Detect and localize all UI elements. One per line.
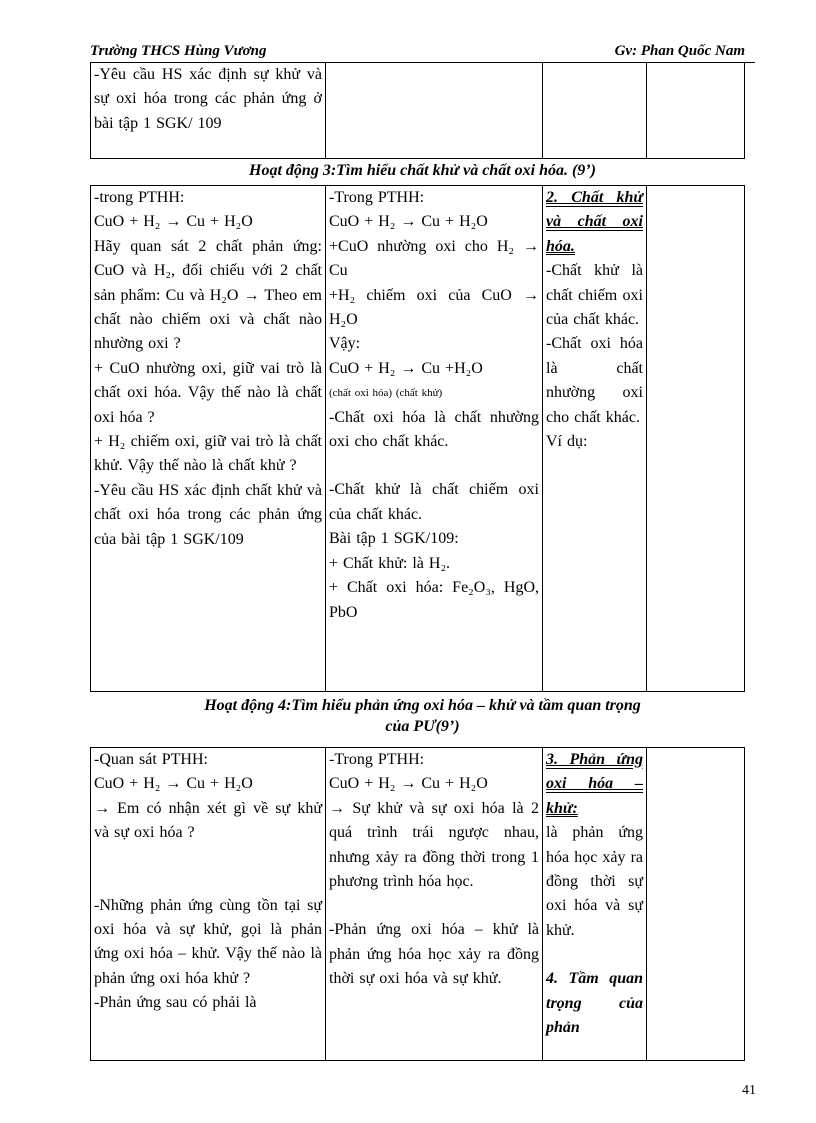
t3-col2: -Trong PTHH: CuO + H₂ → Cu + H₂O +CuO nhường oxi cho H₂ → Cu +H₂ chiếm oxi của CuO → H₂O Vậy: CuO + H₂ → Cu +H₂O (chất oxi hóa) (chất khử) -Chất oxi hóa là chất nhường oxi cho chất khác. -Chất khử là chất chiếm oxi của chất khác. Bài tập 1 SGK/109: + Chất khử: là H₂. + Chất oxi hóa: Fe₂O₃, HgO, PbO [326, 186, 543, 692]
t0-col4 [647, 63, 745, 159]
equation: CuO + H₂ → Cu + H₂O [329, 213, 488, 231]
t3-col4 [647, 186, 745, 692]
activity3-title: Hoạt động 3:Tìm hiểu chất khử và chất oxi hóa. (9’) [249, 162, 596, 179]
page-number: 41 [742, 1083, 756, 1098]
t0-col2 [326, 63, 543, 159]
teacher-name: Gv: Phan Quốc Nam [614, 43, 745, 59]
table-activity3 [90, 185, 745, 692]
t0-col1: -Yêu cầu HS xác định sự khử và sự oxi hóa trong các phản ứng ở bài tập 1 SGK/ 109 [91, 63, 326, 159]
t3-col3: 2. Chất khử và chất oxi hóa. -Chất khử là chất chiếm oxi của chất khác. -Chất oxi hóa là chất nhường oxi cho chất khác. Ví dụ: [543, 186, 647, 692]
t0-col3 [543, 63, 647, 159]
equation: CuO + H₂ → Cu + H₂O [94, 213, 253, 231]
equation: CuO + H₂ → Cu + H₂O [329, 775, 488, 793]
table-activity4 [90, 747, 745, 1061]
school-name: Trường THCS Hùng Vương [90, 43, 267, 59]
t4-col3: 3. Phản ứng oxi hóa – khử: là phản ứng hóa học xảy ra đồng thời sự oxi hóa và sự khử. 4. Tầm quan trọng của phản [543, 748, 647, 1061]
page-header [90, 40, 755, 63]
t3-col1: -trong PTHH: CuO + H₂ → Cu + H₂O Hãy quan sát 2 chất phản ứng: CuO và H₂, đối chiếu với 2 chất sản phẩm: Cu và H₂O → Theo em chất nào chiếm oxi và chất nào nhường oxi ? + CuO nhường oxi, giữ vai trò là chất oxi hóa. Vậy thế nào là chất oxi hóa ? + H₂ chiếm oxi, giữ vai trò là chất khử. Vậy thế nào là chất khử ? -Yêu cầu HS xác định chất khử và chất oxi hóa trong các phản ứng của bài tập 1 SGK/109 [91, 186, 326, 692]
table-continued [90, 62, 745, 159]
t4-col1: -Quan sát PTHH: CuO + H₂ → Cu + H₂O → Em có nhận xét gì về sự khử và sự oxi hóa ? -Những phản ứng cùng tồn tại sự oxi hóa và sự khử, gọi là phản ứng oxi hóa – khử. Vậy thế nào là phản ứng oxi hóa khử ? -Phản ứng sau có phải là [91, 748, 326, 1061]
equation: CuO + H₂ → Cu + H₂O [94, 775, 253, 793]
t4-col2: -Trong PTHH: CuO + H₂ → Cu + H₂O → Sự khử và sự oxi hóa là 2 quá trình trái ngược nhau, nhưng xảy ra đồng thời trong 1 phương trình hóa học. -Phản ứng oxi hóa – khử là phản ứng hóa học xảy ra đồng thời sự oxi hóa và sự khử. [326, 748, 543, 1061]
activity4-title: Hoạt động 4:Tìm hiểu phản ứng oxi hóa – khử và tầm quan trọng của PƯ(9’) [204, 697, 641, 735]
t4-col4 [647, 748, 745, 1061]
